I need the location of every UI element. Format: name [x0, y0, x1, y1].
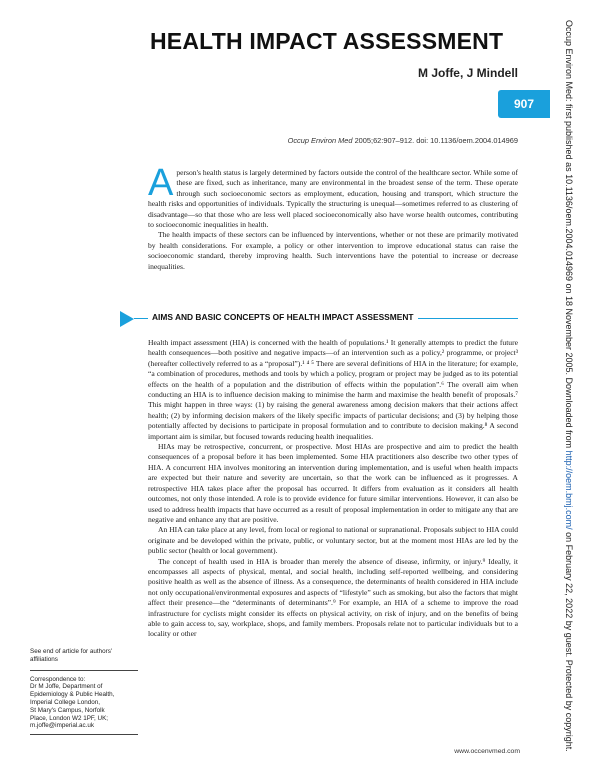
- section-heading-bar: [120, 311, 518, 327]
- intro-paragraph-1: [148, 162, 518, 230]
- correspondence-line: Imperial College London,: [30, 698, 101, 706]
- article-title: HEALTH IMPACT ASSESSMENT: [150, 28, 504, 54]
- section-arrow-icon: [120, 311, 134, 327]
- citation-journal: Occup Environ Med: [287, 136, 353, 145]
- section-heading: AIMS AND BASIC CONCEPTS OF HEALTH IMPACT ASSESSMENT: [148, 312, 418, 322]
- body-paragraph-2: HIAs may be retrospective, concurrent, or prospective. Most HIAs are prospective and aim to predict the health consequences of a proposal before it has been implemented. Some HIA practitioners also describe two other types of HIA. A concurrent HIA involves monitoring an intervention during implementation, and is useful when health impacts are expected but their nature and severity are uncertain, so that the work can be influenced as it progresses. A retrospective HIA takes place after the proposal has occurred. It differs from evaluation as it considers all health outcomes, not only those intended. A role is to provide evidence for future similar interventions. However, it can also be used to address health impacts that have occurred as a result of proposal implementation in order to mitigate any that are negative and enhance any that are positive.: [148, 442, 518, 524]
- correspondence-line: Place, London W2 1PF, UK;: [30, 714, 109, 722]
- correspondence-sidebar: [30, 648, 138, 735]
- correspondence-line: Dr M Joffe, Department of: [30, 683, 103, 691]
- sidebar-rule: [30, 670, 138, 671]
- side-notice-before: Occup Environ Med: first published as 10.1136/oem.2004.014969 on 18 November 2005. Downloaded from: [564, 20, 574, 451]
- citation-line: [288, 136, 518, 145]
- page-number-badge: 907: [498, 90, 550, 118]
- intro-paragraph-1-text: person's health status is largely determined by factors outside the control of the healthcare sector. While some of these are fixed, such as inheritance, many are environmental in the broadest sense of the term. These operate through such socioeconomic sectors as employment, education, housing and transport, which structure the health risks and opportunities of individuals. Typically the structuring is unequal—sometimes referred to as clustering of disadvantage—so that those who are less well placed socioeconomically also have worse health outcomes, contributing to socioeconomic inequalities in health.: [148, 168, 518, 230]
- sidebar-rule-bottom: [30, 734, 138, 735]
- citation-details: 2005;62:907–912. doi: 10.1136/oem.2004.014969: [352, 136, 518, 145]
- correspondence-line: Epidemiology & Public Health,: [30, 691, 115, 699]
- body-paragraph-4: The concept of health used in HIA is broader than merely the absence of disease, infirmity, or injury.⁹ Ideally, it encompasses all aspects of physical, mental, and social health, including self-reported wellbeing, and considering positive health as well as the absence of illness. As a consequence, the determinants of health considered in HIA include not only occupational/environmental exposures and aspects of “lifestyle” such as smoking, but also the factors that might affect their presence—the “determinants of determinants”.⁹ For example, an HIA of a scheme to improve the road infrastructure for cyclists might consider its effects on physical activity, on risk of injury, and on the benefits of being able to gain access to, say, workplace, shops, and family members. Proposals relate not to particular individuals but to a locality or other: [148, 556, 518, 639]
- body-paragraph-3: An HIA can take place at any level, from local or regional to national or supranational. Proposals subject to HIA could originate and be developed within the private, public, or voluntary sector, but at the moment most HIAs are led by the public sector (health or local government).: [148, 525, 518, 556]
- intro-paragraph-2: The health impacts of these sectors can be influenced by interventions, whether or not these are primarily motivated by health considerations. For example, a policy or other intervention to improve educational status can raise the socioeconomic standard, thereby improving health. Such interventions have the potential to increase or decrease inequalities.: [148, 230, 518, 271]
- correspondence-label: Correspondence to:: [30, 675, 86, 683]
- authors: M Joffe, J Mindell: [417, 66, 518, 80]
- correspondence-line: St Mary's Campus, Norfolk: [30, 706, 105, 714]
- intro-section: [148, 162, 518, 272]
- side-notice-after: on February 22, 2022 by guest. Protected by copyright.: [564, 529, 574, 752]
- body-section: [148, 338, 518, 640]
- correspondence-email: m.joffe@imperial.ac.uk: [30, 722, 95, 730]
- body-paragraph-1: Health impact assessment (HIA) is concerned with the health of populations.¹ It generally attempts to predict the future health consequences—both positive and negative impacts—of an intervention such as a policy,² programme, or project³ (hereafter collectively referred to as a “proposal”).¹ ⁴ ⁵ There are several definitions of HIA in the literature; for example, “a combination of procedures, methods and tools by which a policy, program or project may be judged as to its potential effects on the health of a population and the distribution of effects within the population”.⁶ The overall aim when conducting an HIA is to influence decision making to minimise the harm and maximise the health benefit of proposals.⁷ This might happen in three ways: (1) by raising the general awareness among decision makers that their actions affect health; (2) by informing decision makers of the likely specific impacts of particular decisions; and (3) by helping those potentially affected by decisions to participate in proposal formulation and to contribute to decision making.⁸ A second important aim is similar, but focused towards reducing health inequalities.: [148, 338, 518, 441]
- footer-website: www.occenvmed.com: [454, 748, 520, 755]
- drop-cap: A: [148, 162, 174, 204]
- see-end-note: See end of article for authors' affiliations: [30, 648, 113, 663]
- side-notice-link[interactable]: http://oem.bmj.com/: [564, 450, 574, 530]
- side-margin-notice: [562, 20, 574, 750]
